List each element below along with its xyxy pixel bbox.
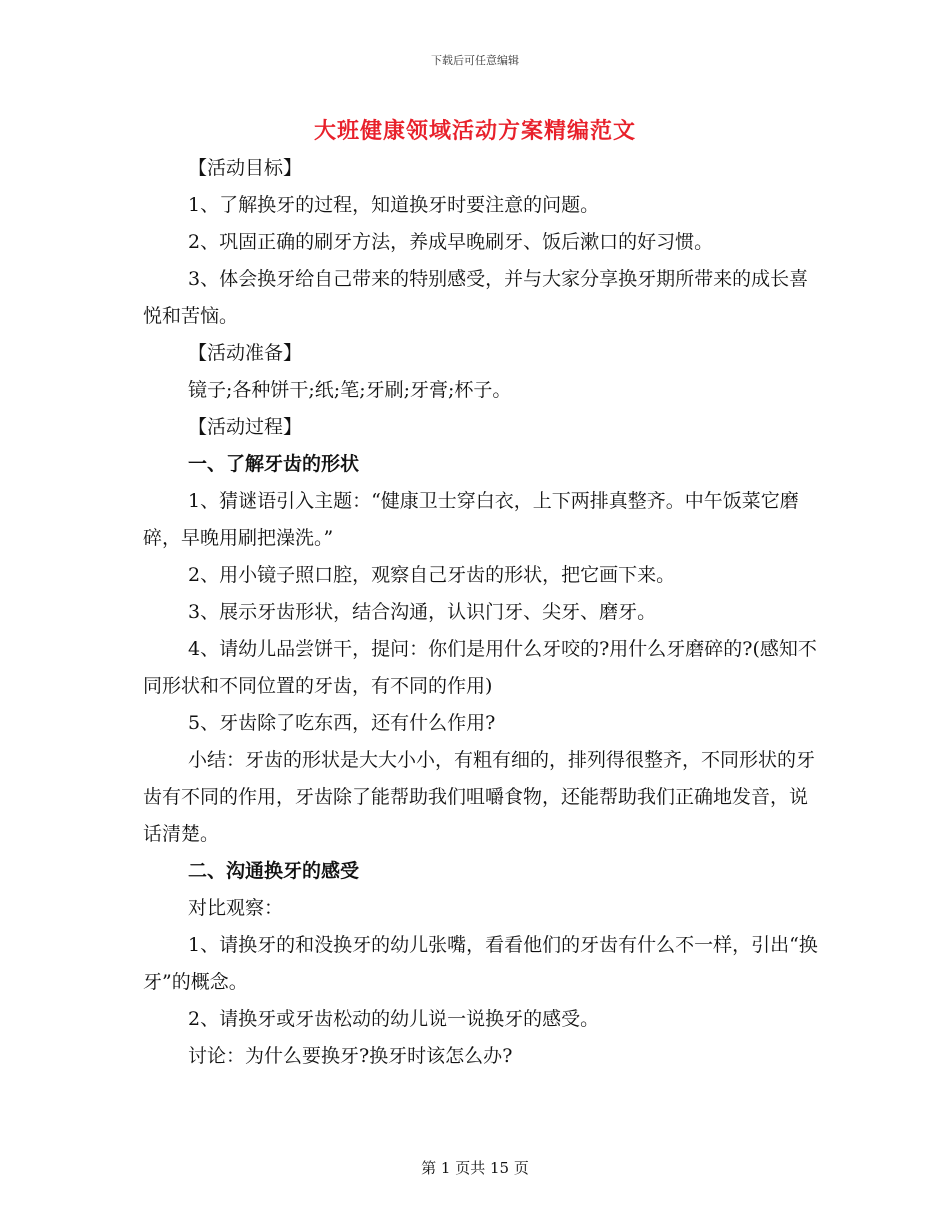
paragraph: 对比观察： bbox=[188, 897, 284, 919]
paragraph: 5、牙齿除了吃东西，还有什么作用? bbox=[188, 712, 496, 734]
paragraph: 1、猜谜语引入主题：“健康卫士穿白衣，上下两排真整齐。中午饭菜它磨碎，早晚用刷把澡洗。” bbox=[143, 490, 799, 549]
paragraph: 【活动准备】 bbox=[188, 342, 303, 364]
paragraph: 讨论：为什么要换牙?换牙时该怎么办? bbox=[188, 1045, 513, 1067]
paragraph: 镜子;各种饼干;纸;笔;牙刷;牙膏;杯子。 bbox=[188, 379, 512, 401]
paragraph: 1、请换牙的和没换牙的幼儿张嘴，看看他们的牙齿有什么不一样，引出“换牙”的概念。 bbox=[143, 934, 818, 993]
paragraph: 1、了解换牙的过程，知道换牙时要注意的问题。 bbox=[188, 194, 600, 216]
paragraph: 【活动目标】 bbox=[188, 157, 303, 179]
section-heading: 二、沟通换牙的感受 bbox=[188, 860, 360, 882]
paragraph: 2、请换牙或牙齿松动的幼儿说一说换牙的感受。 bbox=[188, 1008, 600, 1030]
paragraph: 3、展示牙齿形状，结合沟通，认识门牙、尖牙、磨牙。 bbox=[188, 601, 657, 623]
page-footer: 第 1 页共 15 页 bbox=[421, 1159, 529, 1177]
paragraph: 4、请幼儿品尝饼干，提问：你们是用什么牙咬的?用什么牙磨碎的?(感知不同形状和不同位置的牙齿，有不同的作用) bbox=[143, 638, 817, 697]
paragraph: 3、体会换牙给自己带来的特别感受，并与大家分享换牙期所带来的成长喜悦和苦恼。 bbox=[143, 268, 809, 327]
document-title: 大班健康领域活动方案精编范文 bbox=[313, 118, 636, 144]
paragraph: 2、巩固正确的刷牙方法，养成早晚刷牙、饭后漱口的好习惯。 bbox=[188, 231, 714, 253]
paragraph: 2、用小镜子照口腔，观察自己牙齿的形状，把它画下来。 bbox=[188, 564, 676, 586]
paragraph: 【活动过程】 bbox=[188, 416, 303, 438]
paragraph: 小结：牙齿的形状是大大小小，有粗有细的，排列得很整齐，不同形状的牙齿有不同的作用，牙齿除了能帮助我们咀嚼食物，还能帮助我们正确地发音，说话清楚。 bbox=[143, 749, 816, 845]
document-body bbox=[143, 150, 823, 1075]
page-header: 下载后可任意编辑 bbox=[431, 54, 519, 67]
section-heading: 一、了解牙齿的形状 bbox=[188, 453, 360, 475]
